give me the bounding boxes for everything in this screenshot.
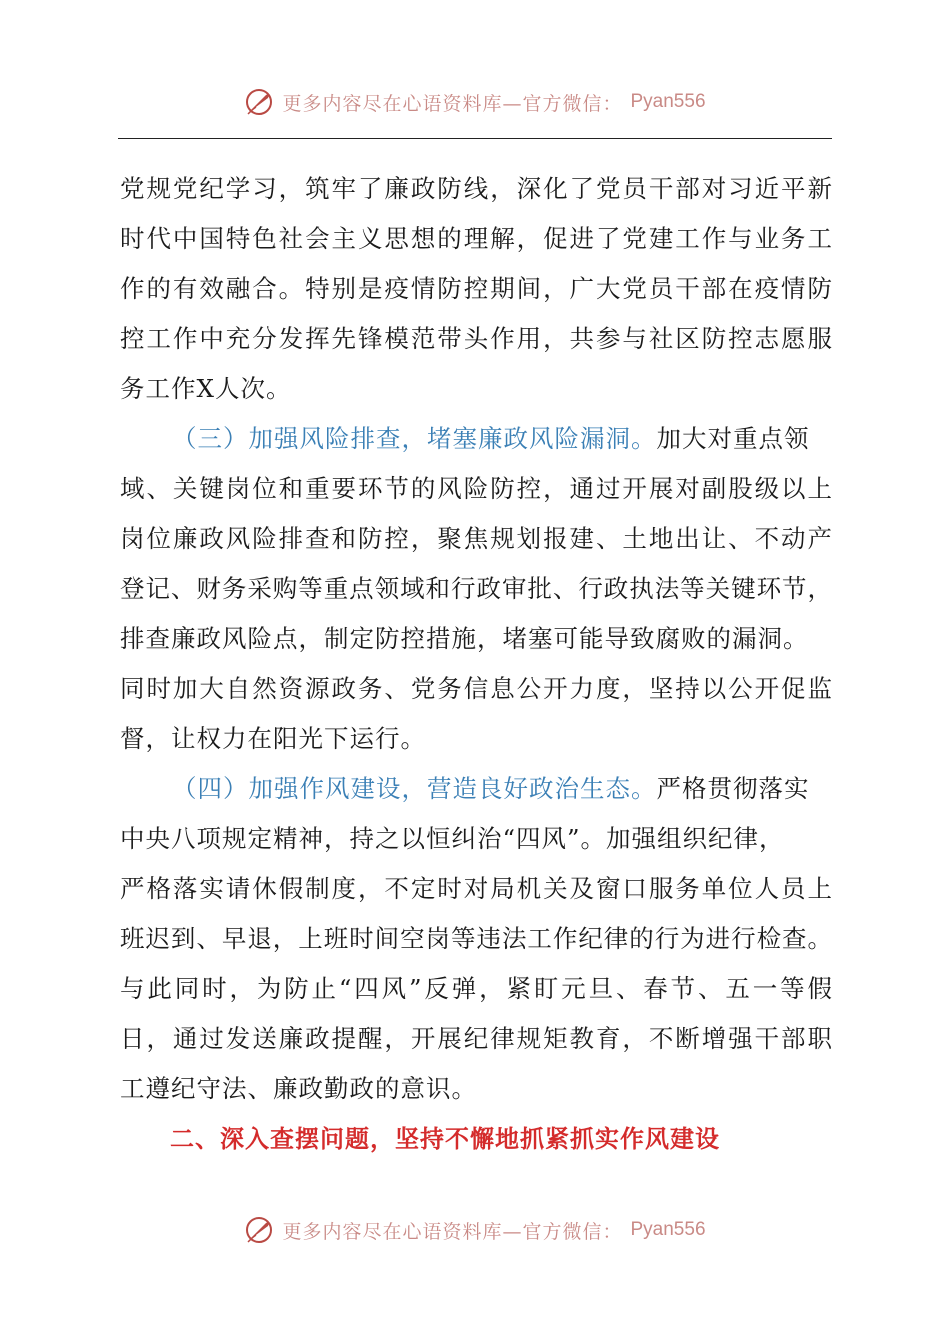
paragraph-line: 域、关键岗位和重要环节的风险防控，通过开展对副股级以上 (120, 474, 832, 503)
paragraph-line: 党规党纪学习，筑牢了廉政防线，深化了党员干部对习近平新 (120, 174, 832, 203)
document-body (120, 164, 832, 1164)
paragraph-line: 与此同时，为防止“四风”反弹，紧盯元旦、春节、五一等假 (120, 974, 832, 1003)
paragraph-line: 日，通过发送廉政提醒，开展纪律规矩教育，不断增强干部职 (120, 1024, 832, 1053)
paragraph-text: 加大对重点领 (656, 424, 810, 453)
paragraph-line: 务工作X人次。 (120, 374, 292, 403)
header-banner-text: 更多内容尽在心语资料库—官方微信： (282, 92, 623, 115)
paragraph-line: 督，让权力在阳光下运行。 (120, 724, 426, 753)
header-divider (118, 138, 832, 139)
quill-logo-icon (244, 1215, 274, 1245)
paragraph-line: 作的有效融合。特别是疫情防控期间，广大党员干部在疫情防 (120, 274, 832, 303)
footer-banner (0, 1210, 950, 1250)
paragraph-first-line (120, 414, 832, 464)
paragraph-first-line (120, 764, 832, 814)
footer-banner-text: 更多内容尽在心语资料库—官方微信： (282, 1220, 623, 1243)
paragraph-line: 班迟到、早退，上班时间空岗等违法工作纪律的行为进行检查。 (120, 924, 832, 953)
subsection-heading-3: （三）加强风险排查，堵塞廉政风险漏洞。 (172, 424, 657, 453)
paragraph-line: 岗位廉政风险排查和防控，聚焦规划报建、土地出让、不动产 (120, 524, 832, 553)
paragraph-line: 工遵纪守法、廉政勤政的意识。 (120, 1074, 477, 1103)
header-banner (0, 82, 950, 122)
footer-wechat-id: Pyan556 (630, 1219, 706, 1240)
paragraph-line: 同时加大自然资源政务、党务信息公开力度，坚持以公开促监 (120, 674, 832, 703)
paragraph-line: 时代中国特色社会主义思想的理解，促进了党建工作与业务工 (120, 224, 832, 253)
paragraph-line: 登记、财务采购等重点领域和行政审批、行政执法等关键环节， (120, 574, 832, 603)
paragraph-text: 严格贯彻落实 (656, 774, 810, 803)
paragraph-line: 中央八项规定精神，持之以恒纠治“四风”。加强组织纪律， (120, 824, 785, 853)
paragraph-line: 排查廉政风险点，制定防控措施，堵塞可能导致腐败的漏洞。 (120, 624, 809, 653)
section-heading: 二、深入查摆问题，坚持不懈地抓紧抓实作风建设 (170, 1125, 720, 1153)
paragraph-line: 严格落实请休假制度，不定时对局机关及窗口服务单位人员上 (120, 874, 832, 903)
quill-logo-icon (244, 87, 274, 117)
paragraph-line: 控工作中充分发挥先锋模范带头作用，共参与社区防控志愿服 (120, 324, 832, 353)
subsection-heading-4: （四）加强作风建设，营造良好政治生态。 (172, 774, 657, 803)
header-wechat-id: Pyan556 (630, 91, 706, 112)
